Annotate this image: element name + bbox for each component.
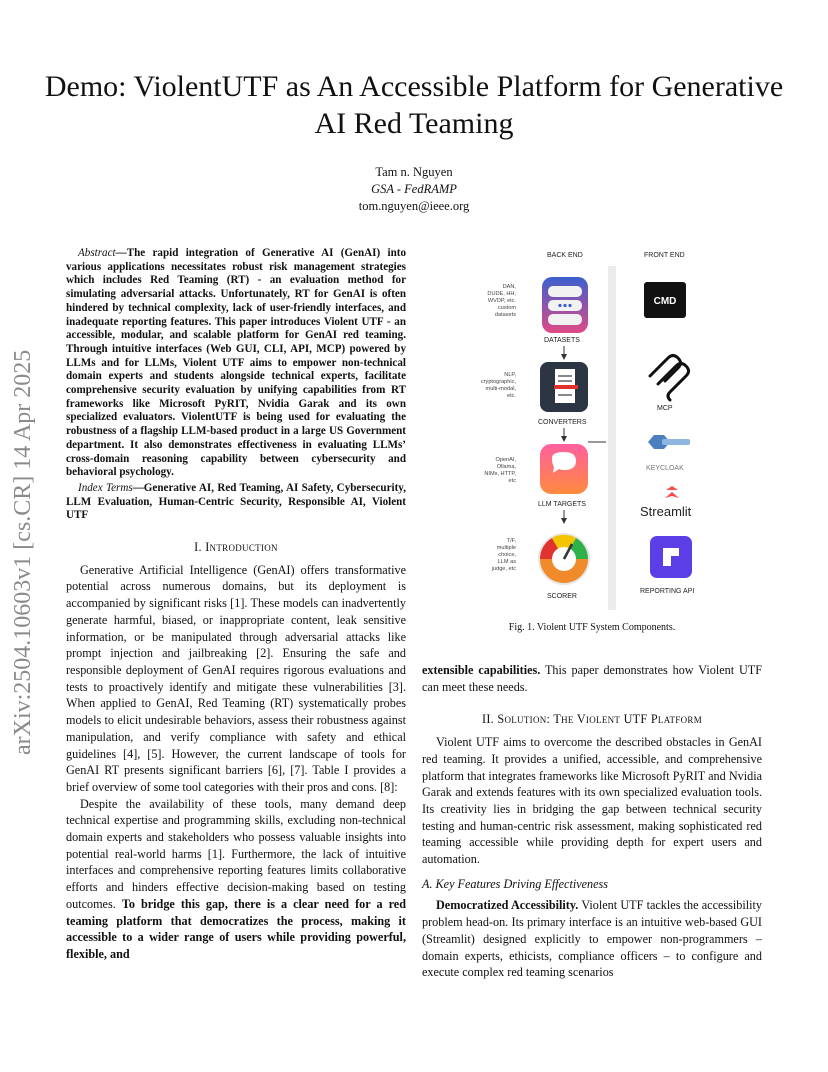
author-email: tom.nguyen@ieee.org: [358, 199, 470, 213]
scorer-gauge-icon: [538, 533, 590, 585]
system-components-figure: [460, 244, 760, 614]
svg-text:Ollama,: Ollama,: [496, 464, 516, 470]
section-heading-solution: II. Solution: The Violent UTF Platform: [481, 712, 703, 727]
arxiv-stamp: arXiv:2504.10603v1 [cs.CR] 14 Apr 2025: [10, 349, 36, 755]
converters-label: CONVERTERS: [538, 419, 587, 426]
datasets-note: [487, 284, 516, 318]
llm-targets-label: LLM TARGETS: [538, 501, 586, 508]
keycloak-label: KEYCLOAK: [646, 465, 684, 472]
llm-targets-icon: [540, 444, 588, 494]
svg-text:custom: custom: [497, 305, 516, 311]
streamlit-label: Streamlit: [640, 504, 692, 519]
section-heading-introduction: I. Introduction: [194, 540, 278, 555]
svg-text:etc: etc: [508, 478, 516, 484]
features-p1-text: Violent UTF tackles the accessibility problem head-on. Its primary interface is an intuitive web-based GUI (Streamlit) designed explicitly to empower non-programmers – domain experts, ethicists, compliance officers – to configure and execute complex red teaming scenarios: [422, 898, 762, 980]
intro-p2-emphasis: To bridge this gap, there is a clear need for a red teaming platform that democratizes the process, making it accessible to a wider range of users while providing powerful, flexible, and: [66, 896, 406, 961]
author-name: Tam n. Nguyen: [375, 165, 453, 179]
datasets-icon: [542, 277, 588, 333]
svg-text:T/F,: T/F,: [506, 538, 516, 544]
reporting-api-icon: [650, 536, 692, 578]
intro-p2-text: Despite the availability of these tools, many demand deep technical expertise and programming skills, excluding non-technical domain experts and stakeholders who possess valuable insights into potential real-world harms [1]. Furthermore, the lack of intuitive interfaces and comprehensive reporting features limits collaborative efforts and hinders effective decision-making based on testing outcomes.: [66, 796, 406, 911]
svg-text:OpenAI,: OpenAI,: [495, 457, 516, 463]
svg-text:NIMs, HTTP,: NIMs, HTTP,: [484, 471, 516, 477]
converters-icon: [540, 362, 588, 412]
backend-label: BACK END: [547, 252, 583, 259]
intro-p2-continuation: [422, 662, 762, 695]
paper-title: Demo: ViolentUTF as An Accessible Platform for Generative AI Red Teaming: [44, 70, 784, 140]
svg-text:datasets: datasets: [494, 312, 516, 318]
mcp-label: MCP: [657, 405, 673, 412]
keycloak-icon: [648, 435, 690, 449]
abstract: [66, 247, 406, 480]
figure-diagram: [460, 244, 760, 614]
right-column: [422, 662, 762, 981]
index-terms-text: —Generative AI, Red Teaming, AI Safety, Cybersecurity, LLM Evaluation, Human-Centric Security, Responsible AI, Violent UTF: [66, 481, 406, 522]
converters-note: [481, 372, 517, 399]
scorer-label: SCORER: [547, 593, 577, 600]
datasets-label: DATASETS: [544, 337, 580, 344]
svg-text:DAN,: DAN,: [502, 284, 516, 290]
svg-text:LLM as: LLM as: [497, 559, 516, 565]
svg-text:WVDP, etc.: WVDP, etc.: [487, 298, 516, 304]
svg-text:choice,: choice,: [498, 552, 516, 558]
figure-divider: [608, 266, 616, 610]
svg-text:etc.: etc.: [506, 393, 516, 399]
svg-text:cryptographic,: cryptographic,: [480, 379, 516, 385]
features-paragraph-1: [422, 897, 762, 981]
abstract-label: Abstract: [78, 247, 116, 259]
index-terms: [66, 482, 406, 523]
intro-paragraph-1: Generative Artificial Intelligence (GenAI) offers transformative potential across numerous domains, but its deployment is accompanied by significant risks [1]. These models can inadvertently generate harmful, biased, or inappropriate content, leak sensitive information, or be manipulated through adversarial attacks like prompt injection and jailbreaking [2]. Ensuring the safe and responsible deployment of GenAI requires rigorous evaluations and tests to proactively identify and mitigate these vulnerabilities [3]. When applied to GenAI, Red Teaming (RT) systematically probes models to elicit undesirable behaviors, assess their robustness against manipulation, and verify compliance with safety and ethical guidelines [4], [5]. However, the current landscape of tools for GenAI RT presents significant barriers [6], [7]. Table I provides a brief overview of some tool categories with their pros and cons. [8]:: [66, 562, 406, 794]
streamlit-icon: [665, 486, 679, 498]
left-column: [66, 247, 406, 963]
svg-text:multi-modal,: multi-modal,: [485, 386, 516, 392]
solution-paragraph-1: Violent UTF aims to overcome the described obstacles in GenAI red teaming. It provides a unified, accessible, and comprehensive platform that integrates frameworks like Microsoft PyRIT and Nvidia Garak and extends features with its own specialized evaluation tools. Its creativity lies in bridging the gap between technical security testing and human-centric risk assessment, making sophisticated red teaming accessible while providing depth for expert users and automation.: [422, 735, 762, 867]
llm-targets-note: [484, 457, 516, 484]
figure-caption: Fig. 1. Violent UTF System Components.: [508, 622, 676, 633]
abstract-text: —The rapid integration of Generative AI (GenAI) into various applications necessitates robust risk management strategies which includes Red Teaming (RT) - an evaluation method for simulating adversarial attacks. Unfortunately, RT for GenAI is often hindered by technical complexity, lack of user-friendly interfaces, and inadequate reporting features. This paper introduces Violent UTF - an accessible, modular, and scalable platform for GenAI red teaming. Through intuitive interfaces (Web GUI, CLI, API, MCP) powered by LLMs and for LLMs, Violent UTF aims to empower non-technical domain experts and students alongside technical experts, facilitate comprehensive security evaluation by unifying capabilities from RT frameworks like Microsoft PyRIT, Nvidia Garak and its own specialized evaluators. ViolentUTF is being used for evaluating the robustness of a flagship LLM-based product in a large US Government department. It also demonstrates effectiveness in evaluating LLMs’ cross-domain reasoning capability between cybersecurity and behavioral psychology.: [66, 247, 406, 479]
frontend-label: FRONT END: [644, 252, 685, 259]
cmd-label: CMD: [653, 296, 677, 307]
index-terms-label: Index Terms: [78, 481, 133, 494]
intro-paragraph-2: [66, 796, 406, 963]
svg-text:NLP,: NLP,: [504, 372, 516, 378]
svg-text:DUDE, HH,: DUDE, HH,: [487, 291, 516, 297]
intro-p2-continuation-emphasis: extensible capabilities.: [422, 663, 541, 677]
subsection-heading-features: A. Key Features Driving Effectiveness: [422, 876, 609, 891]
scorer-note: [491, 538, 517, 572]
author-affiliation: GSA - FedRAMP: [371, 182, 457, 196]
intro-p2-tail: This paper demonstrates how Violent UTF can meet these needs.: [422, 663, 762, 694]
svg-text:judge, etc: judge, etc: [491, 566, 516, 572]
mcp-icon: [650, 356, 689, 401]
features-p1-emphasis: Democratized Accessibility.: [436, 898, 579, 913]
svg-text:multiple: multiple: [496, 545, 516, 551]
reporting-api-label: REPORTING API: [640, 588, 695, 595]
